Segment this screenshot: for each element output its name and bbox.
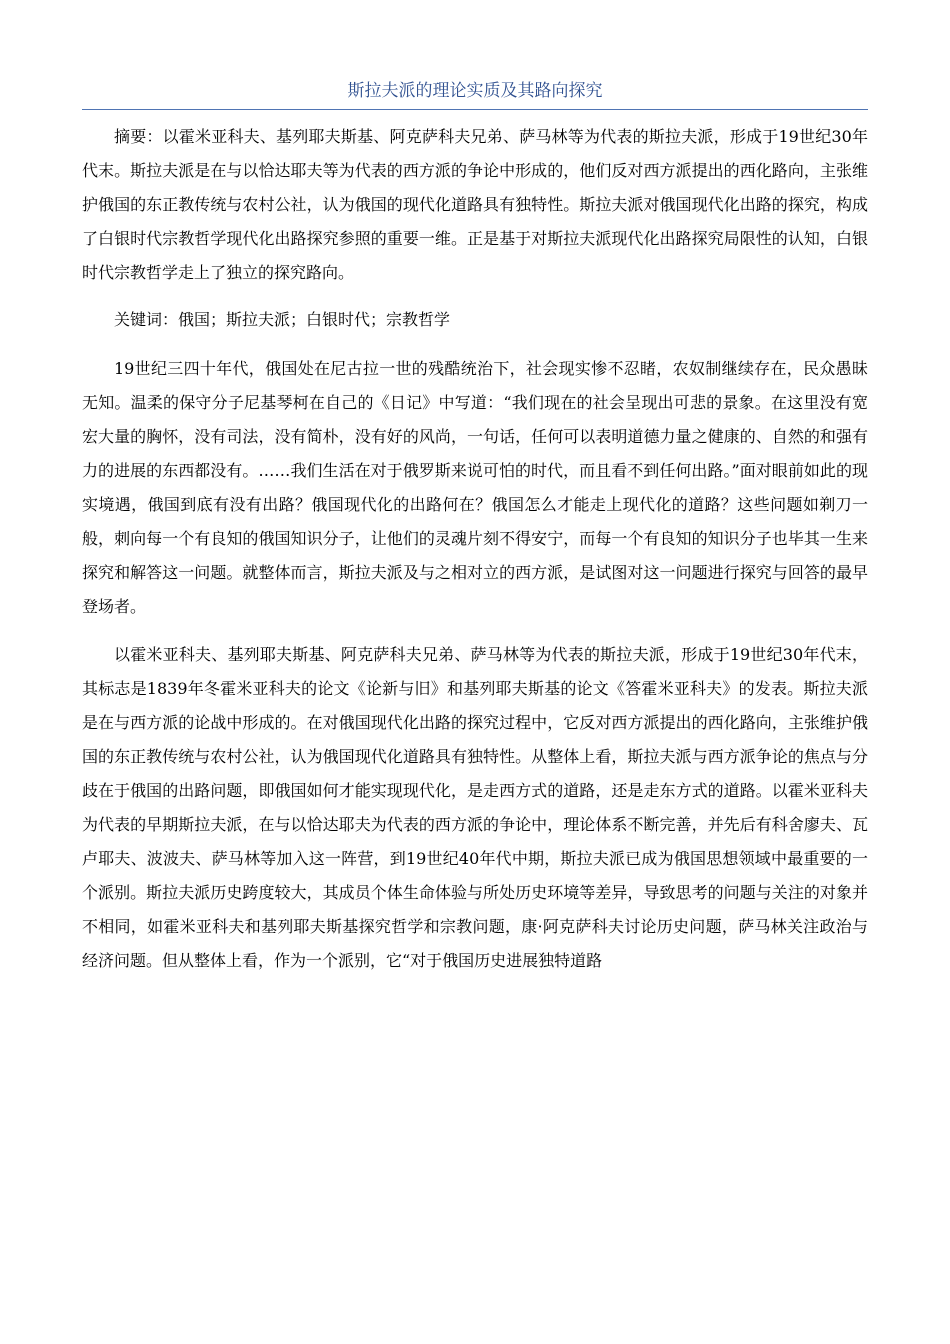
keywords-line: 关键词：俄国；斯拉夫派；白银时代；宗教哲学 bbox=[114, 310, 451, 329]
body-paragraph: 19世纪三四十年代，俄国处在尼古拉一世的残酷统治下，社会现实惨不忍睹，农奴制继续存在，民众愚昧无知。温柔的保守分子尼基琴柯在自己的《日记》中写道：“我们现在的社会呈现出可悲的景象。在这里没有宽宏大量的胸怀，没有司法，没有简朴，没有好的风尚，一句话，任何可以表明道德力量之健康的、自然的和强有力的进展的东西都没有。……我们生活在对于俄罗斯来说可怕的时代，而且看不到任何出路。”面对眼前如此的现实境遇，俄国到底有没有出路？俄国现代化的出路何在？俄国怎么才能走上现代化的道路？这些问题如剃刀一般，刺向每一个有良知的俄国知识分子，让他们的灵魂片刻不得安宁，而每一个有良知的知识分子也毕其一生来探究和解答这一问题。就整体而言，斯拉夫派及与之相对立的西方派，是试图对这一问题进行探究与回答的最早登场者。 bbox=[82, 359, 868, 616]
document-page bbox=[82, 78, 868, 978]
body-paragraph: 以霍米亚科夫、基列耶夫斯基、阿克萨科夫兄弟、萨马林等为代表的斯拉夫派，形成于19世纪30年代末，其标志是1839年冬霍米亚科夫的论文《论新与旧》和基列耶夫斯基的论文《答霍米亚科夫》的发表。斯拉夫派是在与西方派的论战中形成的。在对俄国现代化出路的探究过程中，它反对西方派提出的西化路向，主张维护俄国的东正教传统与农村公社，认为俄国现代化道路具有独特性。从整体上看，斯拉夫派与西方派争论的焦点与分歧在于俄国的出路问题，即俄国如何才能实现现代化，是走西方式的道路，还是走东方式的道路。以霍米亚科夫为代表的早期斯拉夫派，在与以恰达耶夫为代表的西方派的争论中，理论体系不断完善，并先后有科舍廖夫、瓦卢耶夫、波波夫、萨马林等加入这一阵营，到19世纪40年代中期，斯拉夫派已成为俄国思想领域中最重要的一个派别。斯拉夫派历史跨度较大，其成员个体生命体验与所处历史环境等差异，导致思考的问题与关注的对象并不相同，如霍米亚科夫和基列耶夫斯基探究哲学和宗教问题，康·阿克萨科夫讨论历史问题，萨马林关注政治与经济问题。但从整体上看，作为一个派别，它“对于俄国历史进展独特道路 bbox=[82, 645, 868, 970]
title-underline bbox=[82, 109, 868, 110]
document-title: 斯拉夫派的理论实质及其路向探究 bbox=[347, 81, 603, 101]
abstract-paragraph: 摘要：以霍米亚科夫、基列耶夫斯基、阿克萨科夫兄弟、萨马林等为代表的斯拉夫派，形成于19世纪30年代末。斯拉夫派是在与以恰达耶夫等为代表的西方派的争论中形成的，他们反对西方派提出的西化路向，主张维护俄国的东正教传统与农村公社，认为俄国的现代化道路具有独特性。斯拉夫派对俄国现代化出路的探究，构成了白银时代宗教哲学现代化出路探究参照的重要一维。正是基于对斯拉夫派现代化出路探究局限性的认知，白银时代宗教哲学走上了独立的探究路向。 bbox=[82, 127, 868, 282]
